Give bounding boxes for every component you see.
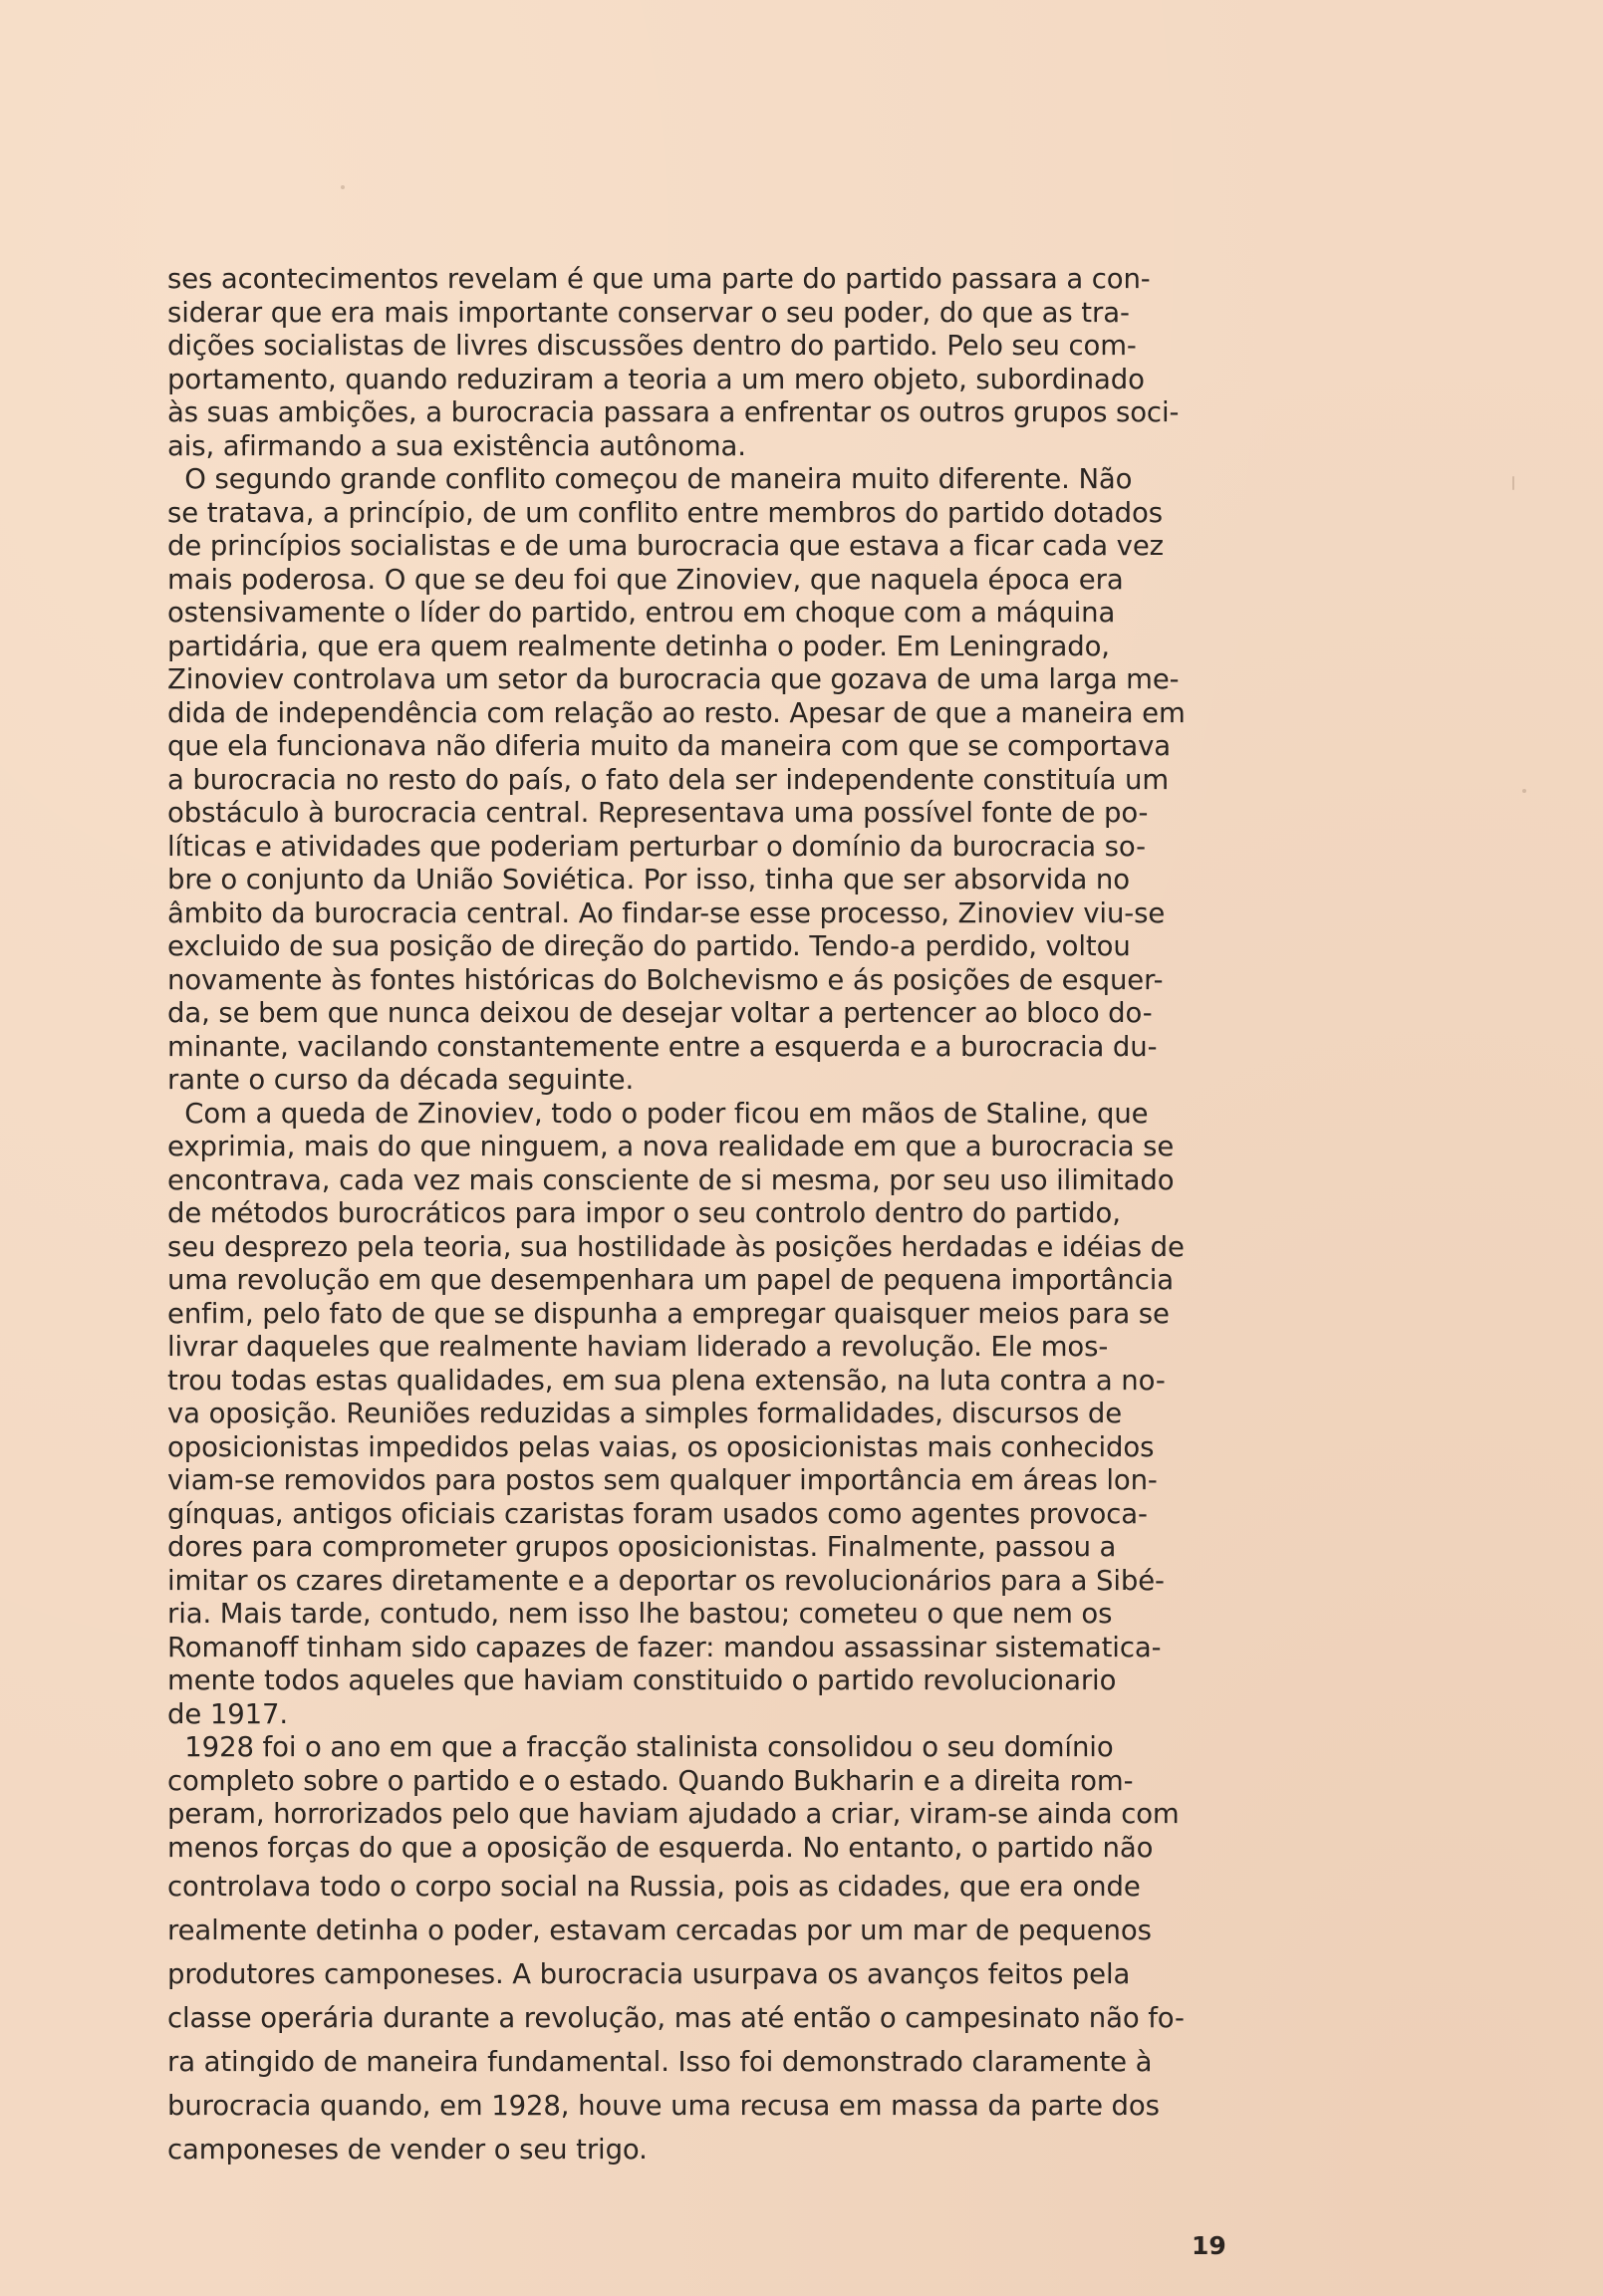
text-line: dida de independência com relação ao resto. Apesar de que a maneira em — [167, 696, 1186, 729]
page-number: 19 — [1192, 2231, 1226, 2260]
text-line: livrar daqueles que realmente haviam liderado a revolução. Ele mos- — [167, 1331, 1109, 1363]
text-line: dores para comprometer grupos oposicionistas. Finalmente, passou a — [167, 1531, 1117, 1563]
text-line: dições socialistas de livres discussões dentro do partido. Pelo seu com- — [167, 330, 1137, 362]
text-line: va oposição. Reuniões reduzidas a simples formalidades, discursos de — [167, 1398, 1123, 1429]
text-line: Com a queda de Zinoviev, todo o poder ficou em mãos de Staline, que — [167, 1097, 1149, 1130]
paper-speck — [341, 185, 345, 189]
text-line: completo sobre o partido e o estado. Quando Bukharin e a direita rom- — [167, 1764, 1134, 1797]
text-line: viam-se removidos para postos sem qualquer importância em áreas lon- — [167, 1464, 1158, 1496]
text-line: realmente detinha o poder, estavam cercadas por um mar de pequenos — [167, 1914, 1152, 1946]
text-line: líticas e atividades que poderiam perturbar o domínio da burocracia so- — [167, 830, 1146, 863]
text-line: Zinoviev controlava um setor da burocracia que gozava de uma larga me- — [167, 663, 1180, 695]
body-text — [167, 263, 1273, 2171]
text-line: a burocracia no resto do país, o fato dela ser independente constituía um — [167, 763, 1170, 796]
text-line: enfim, pelo fato de que se dispunha a empregar quaisquer meios para se — [167, 1297, 1170, 1330]
text-line: se tratava, a princípio, de um conflito entre membros do partido dotados — [167, 496, 1163, 529]
text-line: ra atingido de maneira fundamental. Isso foi demonstrado claramente à — [167, 2046, 1153, 2078]
text-line: trou todas estas qualidades, em sua plena extensão, na luta contra a no- — [167, 1364, 1166, 1397]
text-line: gínquas, antigos oficiais czaristas foram usados como agentes provoca- — [167, 1497, 1148, 1530]
text-line: novamente às fontes históricas do Bolchevismo e ás posições de esquer- — [167, 963, 1164, 996]
text-line: seu desprezo pela teoria, sua hostilidade às posições herdadas e idéias de — [167, 1230, 1185, 1263]
text-line: 1928 foi o ano em que a fracção stalinista consolidou o seu domínio — [167, 1731, 1114, 1763]
text-line: uma revolução em que desempenhara um papel de pequena importância — [167, 1264, 1175, 1296]
text-line: classe operária durante a revolução, mas até então o campesinato não fo- — [167, 2002, 1185, 2034]
text-line: O segundo grande conflito começou de maneira muito diferente. Não — [167, 463, 1133, 495]
text-line: siderar que era mais importante conservar o seu poder, do que as tra- — [167, 296, 1130, 329]
text-line: partidária, que era quem realmente detinha o poder. Em Leningrado, — [167, 630, 1110, 662]
text-line: de princípios socialistas e de uma burocracia que estava a ficar cada vez — [167, 530, 1164, 562]
text-line: oposicionistas impedidos pelas vaias, os oposicionistas mais conhecidos — [167, 1430, 1155, 1463]
text-line: ostensivamente o líder do partido, entrou em choque com a máquina — [167, 597, 1116, 629]
text-line: âmbito da burocracia central. Ao findar-se esse processo, Zinoviev viu-se — [167, 896, 1166, 929]
text-line: menos forças do que a oposição de esquerda. No entanto, o partido não — [167, 1831, 1154, 1864]
text-line: de 1917. — [167, 1697, 289, 1730]
text-line: produtores camponeses. A burocracia usurpava os avanços feitos pela — [167, 1958, 1131, 1990]
text-line: minante, vacilando constantemente entre a esquerda e a burocracia du- — [167, 1030, 1158, 1063]
text-line: ais, afirmando a sua existência autônoma. — [167, 429, 746, 462]
text-line: ria. Mais tarde, contudo, nem isso lhe bastou; cometeu o que nem os — [167, 1598, 1113, 1630]
text-line: encontrava, cada vez mais consciente de si mesma, por seu uso ilimitado — [167, 1163, 1175, 1196]
text-line: da, se bem que nunca deixou de desejar voltar a pertencer ao bloco do- — [167, 997, 1153, 1029]
text-line: às suas ambições, a burocracia passara a enfrentar os outros grupos soci- — [167, 396, 1180, 428]
text-line: controlava todo o corpo social na Russia, pois as cidades, que era onde — [167, 1871, 1141, 1903]
text-line: mais poderosa. O que se deu foi que Zinoviev, que naquela época era — [167, 563, 1124, 596]
paper-speck — [1512, 476, 1514, 490]
text-line: obstáculo à burocracia central. Representava uma possível fonte de po- — [167, 797, 1149, 829]
text-line: burocracia quando, em 1928, houve uma recusa em massa da parte dos — [167, 2090, 1160, 2122]
text-line: imitar os czares diretamente e a deportar os revolucionários para a Sibé- — [167, 1564, 1165, 1597]
text-line: de métodos burocráticos para impor o seu controlo dentro do partido, — [167, 1197, 1121, 1229]
text-line: portamento, quando reduziram a teoria a um mero objeto, subordinado — [167, 363, 1145, 395]
text-line: ses acontecimentos revelam é que uma parte do partido passara a con- — [167, 263, 1151, 295]
paper-speck — [1522, 789, 1526, 793]
text-line: rante o curso da década seguinte. — [167, 1064, 635, 1096]
text-line: excluido de sua posição de direção do partido. Tendo-a perdido, voltou — [167, 930, 1131, 962]
text-line: bre o conjunto da União Soviética. Por isso, tinha que ser absorvida no — [167, 864, 1130, 895]
text-line: exprimia, mais do que ninguem, a nova realidade em que a burocracia se — [167, 1131, 1175, 1162]
text-line: mente todos aqueles que haviam constituido o partido revolucionario — [167, 1664, 1117, 1696]
text-line: camponeses de vender o seu trigo. — [167, 2134, 648, 2166]
text-line: peram, horrorizados pelo que haviam ajudado a criar, viram-se ainda com — [167, 1798, 1180, 1830]
text-line: Romanoff tinham sido capazes de fazer: mandou assassinar sistematica- — [167, 1631, 1162, 1663]
text-line: que ela funcionava não diferia muito da maneira com que se comportava — [167, 730, 1172, 762]
